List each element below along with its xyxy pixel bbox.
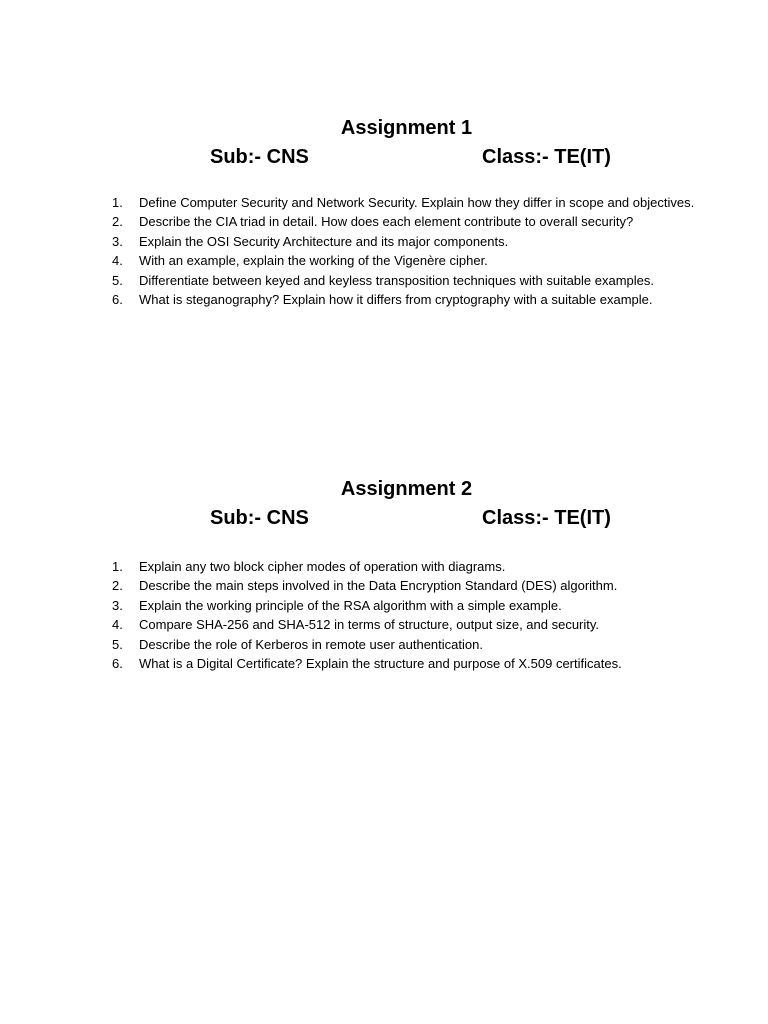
question-number: 3. [112, 597, 123, 613]
question-number: 6. [112, 656, 123, 672]
question-number: 1. [112, 195, 123, 210]
question-text: What is a Digital Certificate? Explain the structure and purpose of X.509 certificates. [139, 656, 622, 672]
assignment-2-section [0, 475, 768, 673]
question-number: 5. [112, 272, 123, 288]
question-item [112, 615, 699, 634]
question-item [112, 635, 699, 654]
question-item [112, 212, 699, 231]
question-item [112, 596, 699, 615]
question-number: 4. [112, 253, 123, 269]
question-number: 2. [112, 214, 123, 230]
subject-label: Sub:- CNS [210, 146, 309, 168]
question-item [112, 654, 699, 673]
question-number: 3. [112, 233, 123, 249]
question-text: Describe the role of Kerberos in remote user authentication. [139, 636, 483, 652]
question-number: 4. [112, 617, 123, 633]
question-text: Compare SHA-256 and SHA-512 in terms of structure, output size, and security. [139, 617, 600, 633]
question-item [112, 271, 699, 290]
question-number: 1. [112, 559, 123, 574]
question-text: Differentiate between keyed and keyless transposition techniques with suitable examples. [139, 272, 655, 288]
question-item [112, 232, 699, 251]
question-text: Describe the main steps involved in the Data Encryption Standard (DES) algorithm. [139, 578, 618, 594]
question-item [112, 251, 699, 270]
question-number: 2. [112, 578, 123, 594]
question-list [112, 193, 699, 309]
question-number: 5. [112, 636, 123, 652]
subject-class-line [0, 504, 768, 533]
question-number: 6. [112, 292, 123, 308]
question-item [112, 557, 699, 576]
question-item [112, 193, 699, 212]
assignment-title: Assignment 1 [340, 117, 473, 139]
subject-class-line [0, 143, 768, 172]
question-list [112, 557, 699, 673]
question-text: Explain the OSI Security Architecture and its major components. [139, 233, 509, 249]
question-item [112, 290, 699, 309]
question-item [112, 576, 699, 595]
class-label: Class:- TE(IT) [482, 146, 611, 168]
subject-label: Sub:- CNS [210, 507, 309, 529]
question-text: Explain the working principle of the RSA algorithm with a simple example. [139, 597, 562, 613]
question-text: Define Computer Security and Network Security. Explain how they differ in scope and objectives. [139, 195, 695, 210]
class-label: Class:- TE(IT) [482, 507, 611, 529]
assignment-title: Assignment 2 [340, 478, 473, 500]
question-text: Describe the CIA triad in detail. How does each element contribute to overall security? [139, 214, 634, 230]
question-text: Explain any two block cipher modes of operation with diagrams. [139, 559, 506, 574]
question-text: What is steganography? Explain how it differs from cryptography with a suitable example. [139, 292, 653, 308]
assignment-1-section [0, 114, 768, 309]
question-text: With an example, explain the working of the Vigenère cipher. [139, 253, 488, 269]
